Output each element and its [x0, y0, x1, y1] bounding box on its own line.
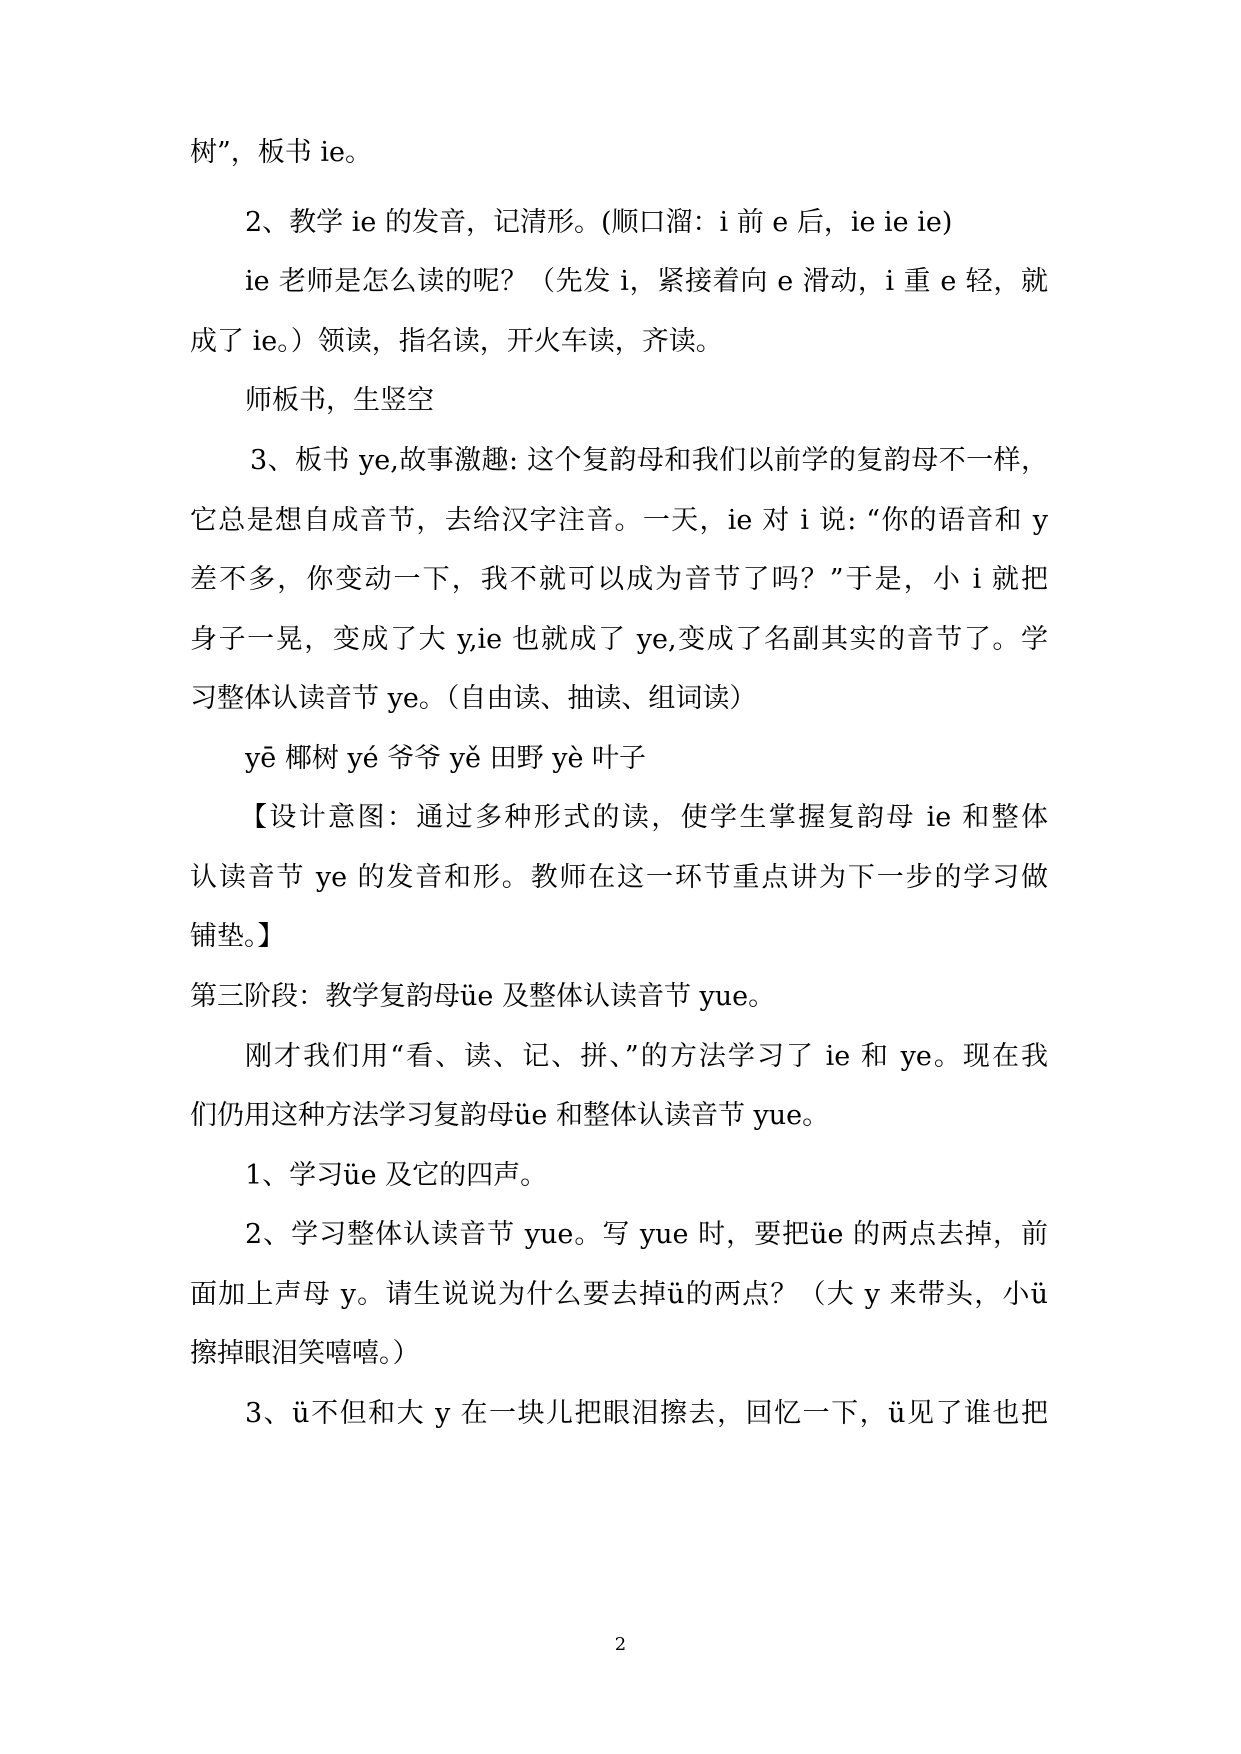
text-line: 面加上声母 y。请生说说为什么要去掉ü的两点？（大 y 来带头，小ü: [190, 1279, 1048, 1310]
text-line: 师板书，生竖空: [245, 385, 434, 416]
text-line: 它总是想自成音节，去给汉字注音。一天，ie 对 i 说: “你的语音和 y: [190, 505, 1048, 536]
text-line: 3、板书 ye,故事激趣: 这个复韵母和我们以前学的复韵母不一样，: [250, 445, 1048, 476]
text-line: 树”，板书 ie。: [190, 137, 372, 168]
text-line: 1、学习üe 及它的四声。: [245, 1160, 548, 1191]
text-line: 习整体认读音节 ye。（自由读、抽读、组词读）: [190, 683, 757, 714]
text-line: 擦掉眼泪笑嘻嘻。）: [190, 1338, 420, 1369]
page-number: 2: [614, 1634, 627, 1655]
text-line: 差不多，你变动一下，我不就可以成为音节了吗？”于是，小 i 就把: [190, 564, 1048, 595]
text-line: 认读音节 ye 的发音和形。教师在这一环节重点讲为下一步的学习做: [190, 862, 1048, 893]
text-line: 身子一晃，变成了大 y,ie 也就成了 ye,变成了名副其实的音节了。学: [190, 624, 1048, 655]
text-line: 成了 ie。）领读，指名读，开火车读，齐读。: [190, 326, 723, 357]
text-line: 铺垫。】: [190, 921, 285, 952]
text-line: 们仍用这种方法学习复韵母üe 和整体认读音节 yue。: [190, 1100, 830, 1131]
text-line: yē 椰树 yé 爷爷 yě 田野 yè 叶子: [245, 743, 647, 774]
text-line: 刚才我们用“看、读、记、拼、”的方法学习了 ie 和 ye。现在我: [245, 1041, 1048, 1072]
text-line: 3、ü不但和大 y 在一块儿把眼泪擦去，回忆一下，ü见了谁也把: [245, 1398, 1048, 1429]
text-line: 【设计意图：通过多种形式的读，使学生掌握复韵母 ie 和整体: [240, 802, 1048, 833]
text-line: ie 老师是怎么读的呢？（先发 i，紧接着向 e 滑动，i 重 e 轻，就: [245, 266, 1048, 297]
section-heading: 第三阶段：教学复韵母üe 及整体认读音节 yue。: [190, 981, 776, 1012]
text-line: 2、教学 ie 的发音，记清形。(顺口溜：i 前 e 后，ie ie ie): [245, 207, 953, 238]
text-line: 2、学习整体认读音节 yue。写 yue 时，要把üe 的两点去掉，前: [245, 1219, 1048, 1250]
